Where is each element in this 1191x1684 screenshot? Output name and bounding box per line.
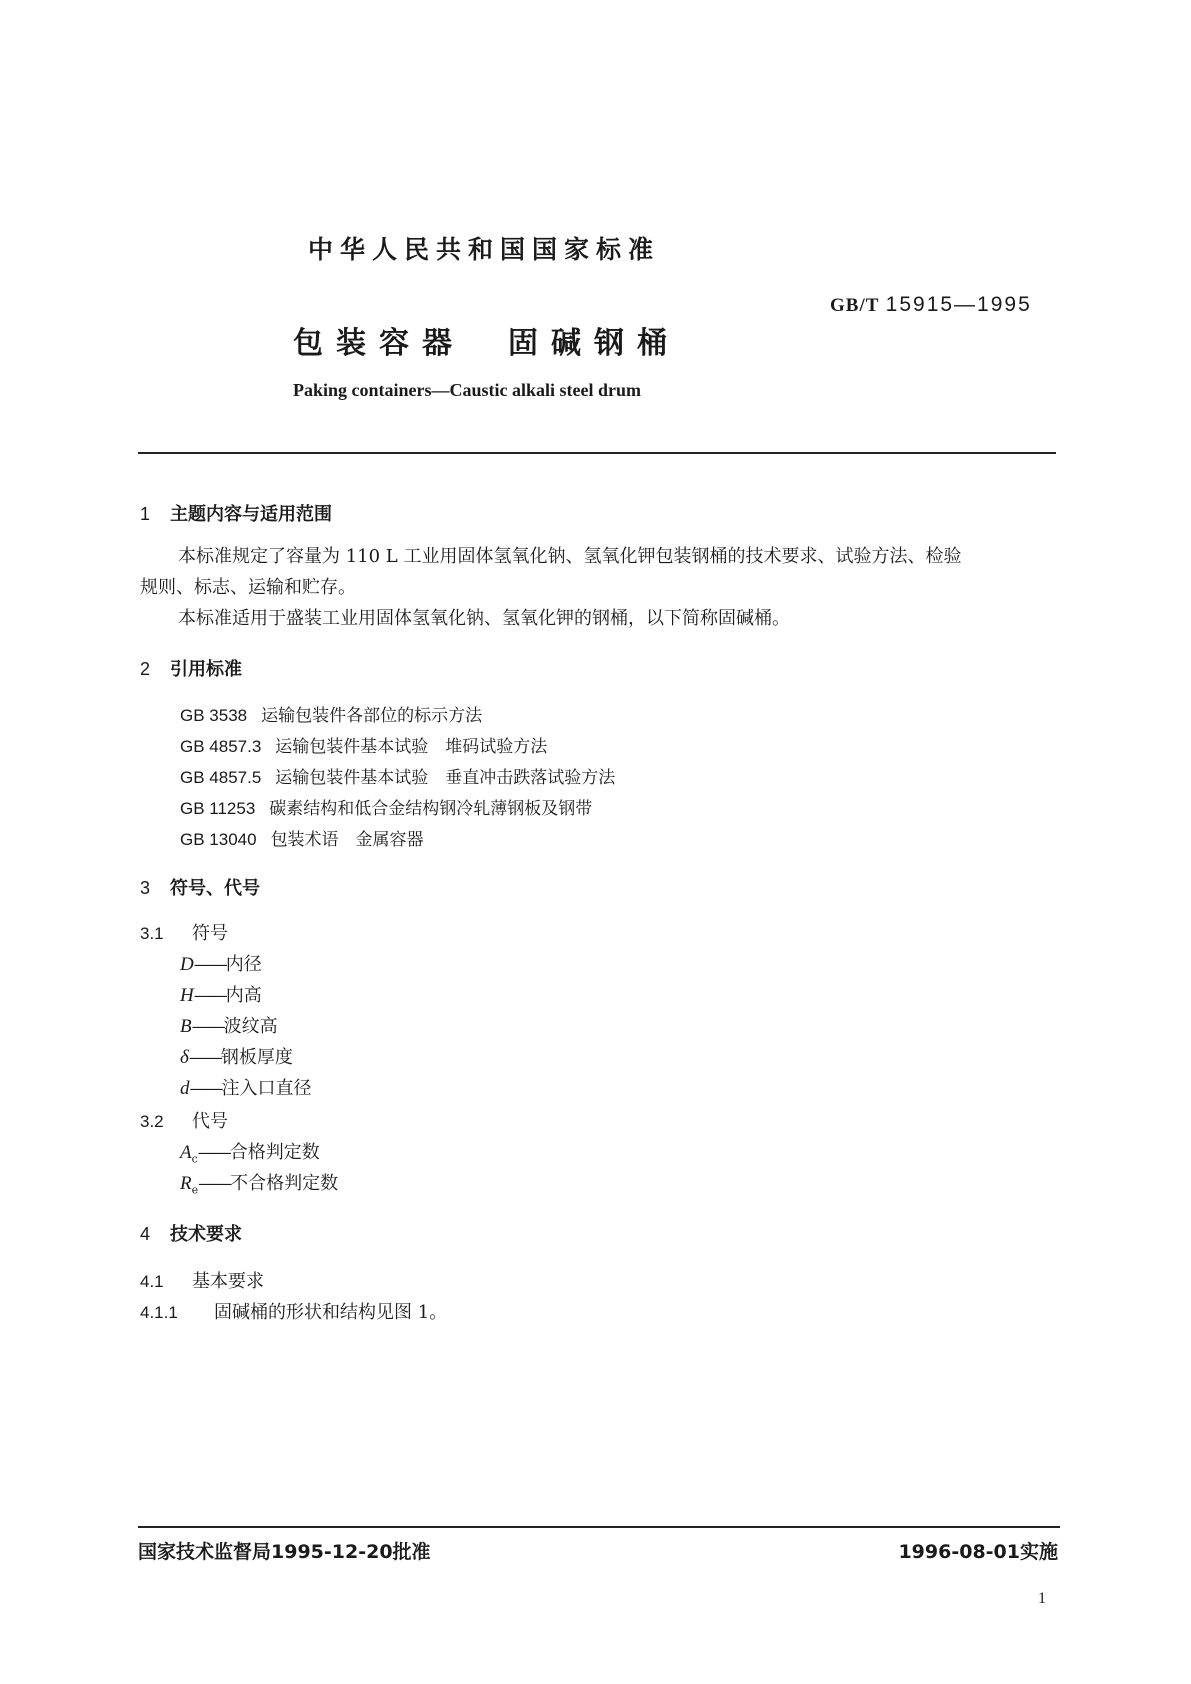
code-description: 不合格判定数 [230, 1173, 339, 1194]
section-1-para2: 本标准适用于盛装工业用固体氢氧化钠、氢氧化钾的钢桶，以下简称固碱桶。 [178, 608, 790, 629]
section-1-para1-line1: 本标准规定了容量为 110 L 工业用固体氢氧化钠、氢氧化钾包装钢桶的技术要求、试验方法、检验 [178, 546, 962, 567]
reference-item [180, 731, 547, 763]
reference-code: GB 4857.5 [180, 768, 262, 787]
code-subscript: e [191, 1183, 199, 1197]
subsection-title: 符号 [192, 923, 228, 944]
reference-code: GB 13040 [180, 830, 257, 849]
symbol-item: δ——钢板厚度 [180, 1047, 293, 1068]
symbol: H [180, 985, 194, 1006]
subsection-title: 基本要求 [192, 1271, 264, 1292]
symbol: δ [180, 1047, 189, 1068]
symbol-description: 注入口直径 [221, 1078, 312, 1099]
symbol-item: B——波纹高 [180, 1016, 278, 1037]
subsection-number: 4.1 [140, 1272, 164, 1291]
symbol-item: H——内高 [180, 985, 262, 1006]
code-symbol: R [180, 1173, 192, 1194]
reference-title: 运输包装件基本试验 堆码试验方法 [275, 737, 548, 757]
section-number: 3 [140, 878, 151, 898]
section-2-heading [140, 655, 242, 681]
standard-number [830, 292, 1032, 317]
reference-title: 运输包装件各部位的标示方法 [261, 706, 483, 726]
code-symbol: A [180, 1142, 192, 1163]
symbol-description: 波纹高 [223, 1016, 278, 1037]
reference-item [180, 700, 482, 732]
section-number: 1 [140, 504, 151, 524]
subsection-title: 代号 [192, 1111, 228, 1132]
subsection-3-2 [140, 1106, 228, 1137]
reference-item [180, 824, 424, 856]
symbol-description: 内径 [225, 954, 262, 975]
approval-line: 国家技术监督局1995-12-20批准 [138, 1541, 431, 1563]
implementation-date: 1996-08-01实施 [898, 1541, 1058, 1563]
section-4-heading [140, 1220, 242, 1246]
section-number: 2 [140, 659, 151, 679]
subsection-number: 3.2 [140, 1112, 164, 1131]
code-description: 合格判定数 [229, 1142, 320, 1163]
reference-code: GB 4857.3 [180, 737, 262, 756]
title-zh-part2: 固碱钢桶 [508, 326, 680, 361]
reference-code: GB 11253 [180, 799, 256, 818]
footer-divider [138, 1526, 1060, 1528]
subsection-4-1 [140, 1266, 264, 1297]
symbol: D [180, 954, 194, 975]
symbol-item: D——内径 [180, 954, 262, 975]
section-title: 技术要求 [170, 1224, 242, 1245]
subsection-number: 3.1 [140, 924, 164, 943]
issuing-organization: 中华人民共和国国家标准 [308, 235, 661, 264]
document-title-en: Paking containers—Caustic alkali steel drum [293, 380, 642, 400]
section-title: 引用标准 [170, 659, 242, 680]
subsection-3-1 [140, 918, 228, 949]
section-number: 4 [140, 1224, 151, 1244]
document-title-zh [293, 318, 680, 362]
code-item: $A_c——$合格判定数 [180, 1142, 320, 1166]
symbol: d [180, 1078, 190, 1099]
reference-title: 碳素结构和低合金结构钢冷轧薄钢板及钢带 [269, 799, 593, 819]
symbol: B [180, 1016, 192, 1037]
section-title: 主题内容与适用范围 [170, 504, 332, 525]
section-1-para1-line2: 规则、标志、运输和贮存。 [140, 577, 356, 598]
reference-code: GB 3538 [180, 706, 248, 725]
reference-item [180, 762, 615, 794]
standard-prefix: GB/T [830, 295, 880, 316]
title-zh-part1: 包装容器 [293, 326, 465, 361]
section-3-heading [140, 874, 260, 900]
subsection-4-1-1 [140, 1297, 447, 1328]
standard-code: 15915—1995 [885, 293, 1032, 316]
code-item: $R_e——$不合格判定数 [180, 1173, 339, 1197]
header-divider [138, 452, 1056, 454]
symbol-item: d——注入口直径 [180, 1078, 312, 1099]
page-number: 1 [1038, 1590, 1046, 1607]
subsection-number: 4.1.1 [140, 1303, 178, 1322]
reference-title: 包装术语 金属容器 [270, 830, 424, 850]
reference-title: 运输包装件基本试验 垂直冲击跌落试验方法 [275, 768, 616, 788]
section-1-heading [140, 500, 332, 526]
reference-item [180, 793, 592, 825]
section-title: 符号、代号 [170, 878, 260, 899]
symbol-description: 钢板厚度 [220, 1047, 293, 1068]
subsection-title: 固碱桶的形状和结构见图 1。 [214, 1302, 448, 1323]
code-subscript: c [191, 1152, 198, 1166]
symbol-description: 内高 [225, 985, 262, 1006]
